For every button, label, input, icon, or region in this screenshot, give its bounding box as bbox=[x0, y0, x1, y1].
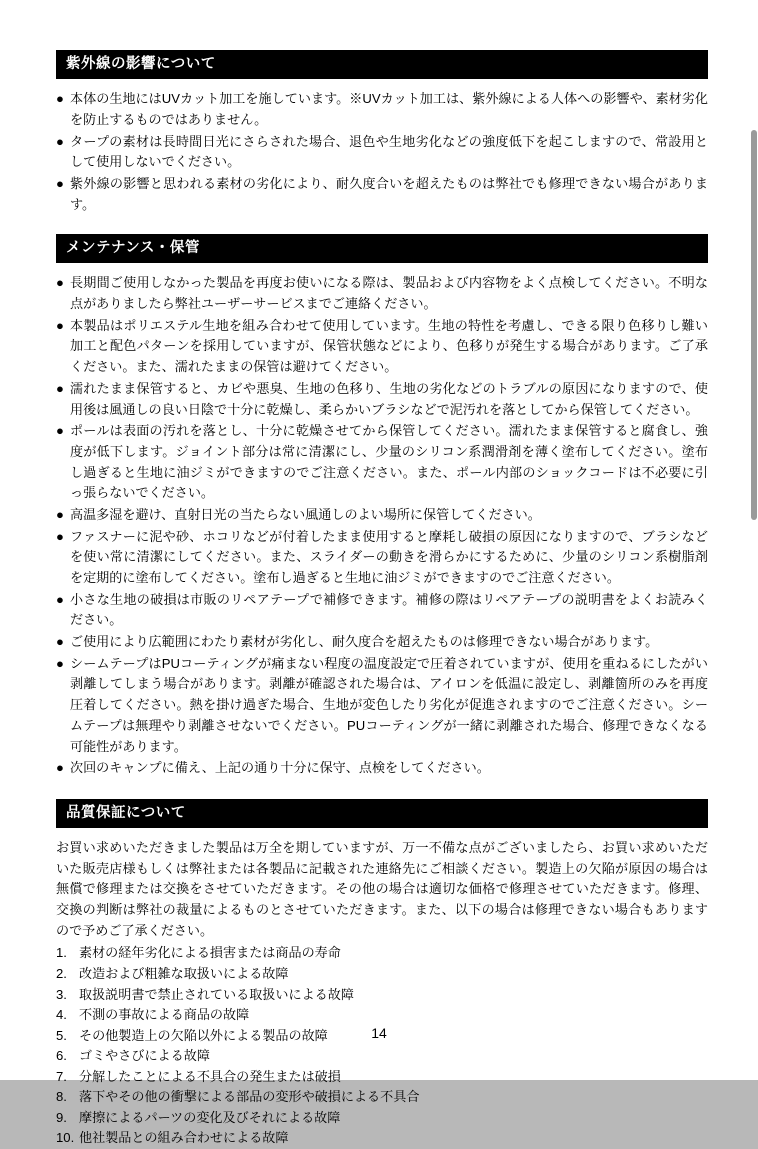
list-item-text: 摩擦によるパーツの変化及びそれによる故障 bbox=[79, 1109, 341, 1125]
bullet-icon: ● bbox=[56, 423, 64, 439]
list-item bbox=[56, 505, 708, 526]
list-item-number: 6. bbox=[56, 1048, 67, 1064]
warranty-paragraph: お買い求めいただきました製品は万全を期していますが、万一不備な点がございましたら、お買い求めいただいた販売店様もしくは弊社または各製品に記載された連絡先にご相談ください。製造上の欠陥が原因の場合は無償で修理または交換をさせていただきます。その他の場合は適切な価格で修理させていただきます。修理、交換の判断は弊社の裁量によるものとさせていただきます。また、以下の場合は修理できない場合もありますので予めご了承ください。 bbox=[56, 840, 708, 938]
list-item-number: 9. bbox=[56, 1109, 67, 1125]
bullet-list-maintenance bbox=[56, 273, 708, 779]
section-heading-uv: 紫外線の影響について bbox=[56, 50, 708, 79]
list-item bbox=[56, 943, 708, 964]
list-item bbox=[56, 758, 708, 779]
list-item-text: 次回のキャンプに備え、上記の通り十分に保守、点検をしてください。 bbox=[70, 760, 490, 776]
list-item-text: 高温多湿を避け、直射日光の当たらない風通しのよい場所に保管してください。 bbox=[70, 506, 541, 522]
list-item-text: 落下やその他の衝撃による部品の変形や破損による不具合 bbox=[79, 1089, 420, 1105]
list-item-text: ポールは表面の汚れを落とし、十分に乾燥させてから保管してください。濡れたまま保管すると腐食し、強度が低下します。ジョイント部分は常に清潔にし、少量のシリコン系潤滑剤を薄く塗布してください。塗布し過ぎると生地に油ジミができますのでご注意ください。また、ポール内部のショックコードは不必要に引っ張らないでください。 bbox=[70, 423, 708, 501]
list-item bbox=[56, 1005, 708, 1026]
list-item-number: 4. bbox=[56, 1007, 67, 1023]
bullet-icon: ● bbox=[56, 380, 64, 396]
scrollbar-thumb[interactable] bbox=[751, 130, 757, 520]
scrollbar[interactable] bbox=[750, 0, 758, 1080]
list-item-text: タープの素材は長時間日光にさらされた場合、退色や生地劣化などの強度低下を起こしますので、常設用として使用しないでください。 bbox=[70, 133, 708, 170]
bullet-icon: ● bbox=[56, 634, 64, 650]
list-item bbox=[56, 1046, 708, 1067]
bullet-icon: ● bbox=[56, 133, 64, 149]
numbered-list-warranty bbox=[56, 943, 708, 1148]
list-item-text: 小さな生地の破損は市販のリペアテープで補修できます。補修の際はリペアテープの説明書をよくお読みください。 bbox=[70, 591, 708, 628]
bullet-icon: ● bbox=[56, 506, 64, 522]
list-item-number: 5. bbox=[56, 1027, 67, 1043]
list-item-text: 紫外線の影響と思われる素材の劣化により、耐久度合いを超えたものは弊社でも修理できない場合があります。 bbox=[70, 175, 708, 212]
list-item bbox=[56, 132, 708, 173]
page-content bbox=[56, 50, 708, 1149]
list-item-text: 他社製品との組み合わせによる故障 bbox=[79, 1130, 289, 1146]
bullet-list-uv bbox=[56, 89, 708, 215]
list-item-number: 2. bbox=[56, 965, 67, 981]
list-item bbox=[56, 654, 708, 757]
list-item bbox=[56, 1108, 708, 1129]
bullet-icon: ● bbox=[56, 175, 64, 191]
bullet-icon: ● bbox=[56, 591, 64, 607]
bullet-icon: ● bbox=[56, 528, 64, 544]
list-item-text: 素材の経年劣化による損害または商品の寿命 bbox=[79, 945, 341, 961]
list-item-number: 8. bbox=[56, 1089, 67, 1105]
page-number: 14 bbox=[371, 1025, 387, 1041]
list-item-text: 本体の生地にはUVカット加工を施しています。※UVカット加工は、紫外線による人体への影響や、素材劣化を防止するものではありません。 bbox=[70, 91, 708, 127]
list-item-text: 取扱説明書で禁止されている取扱いによる故障 bbox=[79, 986, 354, 1002]
section-heading-warranty: 品質保証について bbox=[56, 799, 708, 828]
bullet-icon: ● bbox=[56, 91, 64, 107]
list-item-text: ファスナーに泥や砂、ホコリなどが付着したまま使用すると摩耗し破損の原因になりますので、ブラシなどを使い常に清潔にしてください。また、スライダーの動きを滑らかにするために、少量のシリコン系樹脂剤を定期的に塗布してください。塗布し過ぎると生地に油ジミができますのでご注意ください。 bbox=[70, 528, 708, 585]
list-item-text: ご使用により広範囲にわたり素材が劣化し、耐久度合を超えたものは修理できない場合があります。 bbox=[70, 634, 659, 650]
list-item bbox=[56, 964, 708, 985]
list-item bbox=[56, 273, 708, 314]
list-item bbox=[56, 632, 708, 653]
list-item-text: その他製造上の欠陥以外による製品の故障 bbox=[79, 1027, 328, 1043]
bullet-icon: ● bbox=[56, 655, 64, 671]
list-item-text: 本製品はポリエステル生地を組み合わせて使用しています。生地の特性を考慮し、できる限り色移りし難い加工と配色パターンを採用していますが、保管状態などにより、色移りが発生する場合があります。ご了承ください。また、濡れたままの保管は避けてください。 bbox=[70, 317, 708, 375]
list-item-number: 10. bbox=[56, 1130, 75, 1146]
bullet-icon: ● bbox=[56, 760, 64, 776]
list-item-text: 分解したことによる不具合の発生または破損 bbox=[79, 1068, 341, 1084]
list-item-text: シームテープはPUコーティングが痛まない程度の温度設定で圧着されていますが、使用を重ねるにしたがい剥離してしまう場合があります。剥離が確認された場合は、アイロンを低温に設定し、剥離箇所のみを再度圧着してください。熱を掛け過ぎた場合、生地が変色したり劣化が促進されますのでご注意ください。シームテープは無理やり剥離させないでください。PUコーティングが一緒に剥離された場合、修理できなくなる可能性があります。 bbox=[70, 655, 708, 754]
list-item bbox=[56, 1128, 708, 1149]
list-item bbox=[56, 985, 708, 1006]
list-item-number: 1. bbox=[56, 945, 67, 961]
list-item bbox=[56, 89, 708, 130]
section-heading-maintenance: メンテナンス・保管 bbox=[56, 234, 708, 263]
bullet-icon: ● bbox=[56, 317, 64, 333]
list-item bbox=[56, 1087, 708, 1108]
list-item-text: 不測の事故による商品の故障 bbox=[79, 1007, 250, 1023]
list-item bbox=[56, 379, 708, 420]
list-item-number: 3. bbox=[56, 986, 67, 1002]
list-item bbox=[56, 421, 708, 504]
list-item bbox=[56, 527, 708, 589]
bullet-icon: ● bbox=[56, 275, 64, 291]
list-item bbox=[56, 316, 708, 378]
list-item bbox=[56, 174, 708, 215]
list-item bbox=[56, 590, 708, 631]
list-item-text: 濡れたまま保管すると、カビや悪臭、生地の色移り、生地の劣化などのトラブルの原因になりますので、使用後は風通しの良い日陰で十分に乾燥し、柔らかいブラシなどで泥汚れを落としてから保管してください。 bbox=[70, 380, 708, 417]
list-item-text: 長期間ご使用しなかった製品を再度お使いになる際は、製品および内容物をよく点検してください。不明な点がありましたら弊社ユーザーサービスまでご連絡ください。 bbox=[70, 275, 708, 312]
list-item bbox=[56, 1067, 708, 1088]
list-item-number: 7. bbox=[56, 1068, 67, 1084]
list-item-text: 改造および粗雑な取扱いによる故障 bbox=[79, 965, 289, 981]
list-item-text: ゴミやさびによる故障 bbox=[79, 1048, 210, 1064]
